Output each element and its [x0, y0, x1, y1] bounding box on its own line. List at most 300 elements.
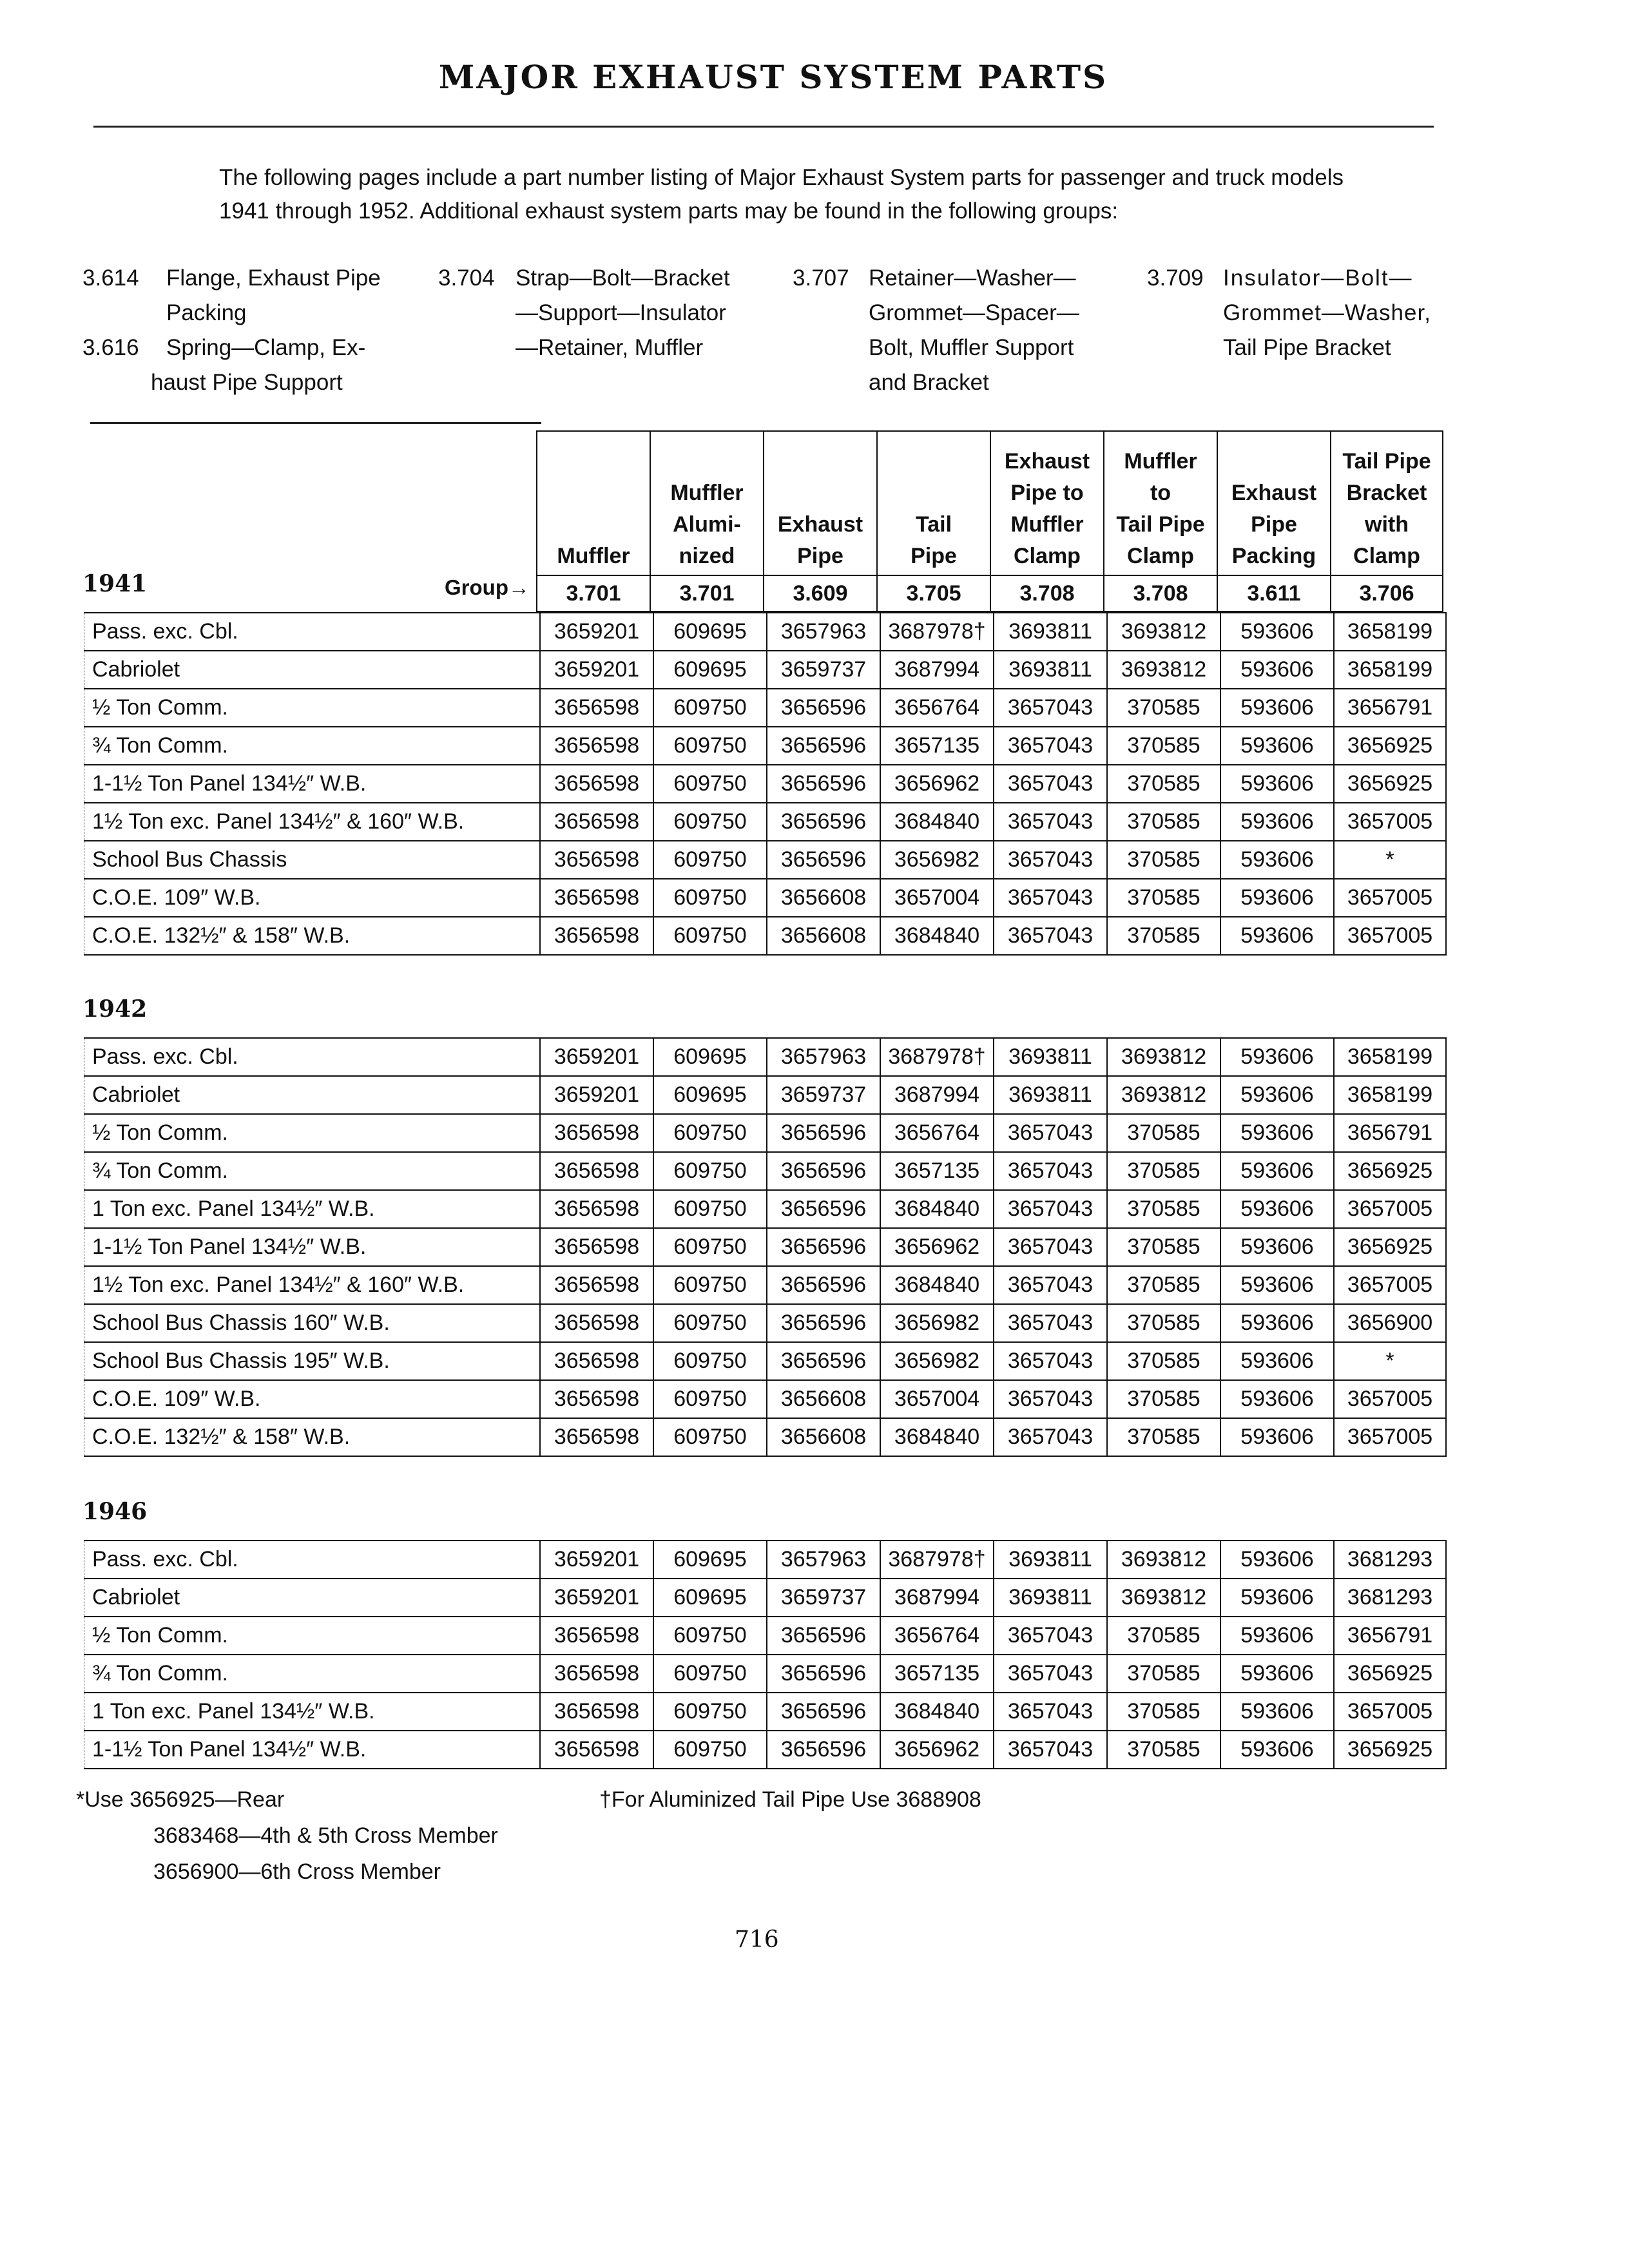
part-number-cell: 3656598 — [540, 1655, 653, 1693]
table-row — [84, 803, 1447, 841]
part-number-cell: 370585 — [1107, 1617, 1220, 1655]
part-number-cell: 370585 — [1107, 1304, 1220, 1342]
column-header-line: Exhaust — [777, 512, 863, 537]
part-number-cell: 3656596 — [767, 1304, 880, 1342]
part-number-cell: 3656598 — [540, 1342, 653, 1380]
group-desc-line: Retainer—Washer— — [869, 265, 1076, 291]
part-number-cell: 3657004 — [880, 879, 994, 917]
model-cell: Cabriolet — [84, 651, 541, 689]
part-number-cell: 3656608 — [767, 1380, 880, 1418]
table-row — [84, 1693, 1447, 1731]
part-number-cell: 3656596 — [767, 1655, 880, 1693]
table-row — [84, 1380, 1447, 1418]
table-row — [84, 1579, 1447, 1617]
part-number-cell: 3656596 — [767, 1190, 880, 1228]
part-number-cell: 3657043 — [994, 1342, 1107, 1380]
part-number-cell: 3657005 — [1334, 1380, 1446, 1418]
part-number-cell: 3656596 — [767, 1693, 880, 1731]
table-row — [84, 1655, 1447, 1693]
part-number-cell: 609750 — [653, 1418, 767, 1456]
column-header-line: Muffler — [1010, 512, 1084, 537]
part-number-cell: 593606 — [1220, 1266, 1334, 1304]
part-number-cell: 3657963 — [767, 1541, 880, 1579]
part-number-cell: 3687994 — [880, 651, 994, 689]
model-cell: Pass. exc. Cbl. — [84, 1038, 541, 1076]
part-number-cell: 370585 — [1107, 1418, 1220, 1456]
part-number-cell: 3657043 — [994, 1418, 1107, 1456]
part-number-cell: 3693811 — [994, 1076, 1107, 1114]
part-number-cell: 3657043 — [994, 917, 1107, 955]
footnote-star-line: 3683468—4th & 5th Cross Member — [153, 1823, 498, 1848]
part-number-cell: 3656764 — [880, 689, 994, 727]
part-number-cell: 370585 — [1107, 1693, 1220, 1731]
part-number-cell: 3658199 — [1334, 613, 1446, 651]
column-header-line: Pipe to — [1010, 481, 1084, 505]
part-number-cell: 370585 — [1107, 917, 1220, 955]
section-year-1941: 1941 — [82, 570, 148, 597]
part-number-cell: 609750 — [653, 1617, 767, 1655]
part-number-cell: 3657043 — [994, 1693, 1107, 1731]
table-row — [84, 1617, 1447, 1655]
group-code: 3.709 — [1147, 265, 1204, 291]
part-number-cell: 3656962 — [880, 1731, 994, 1769]
part-number-cell: 3656791 — [1334, 689, 1446, 727]
column-header — [650, 431, 764, 575]
table-row — [84, 841, 1447, 879]
group-code: 3.707 — [793, 265, 849, 291]
part-number-cell: 3656596 — [767, 1114, 880, 1152]
column-header-line: Muffler — [670, 481, 744, 505]
model-cell: Pass. exc. Cbl. — [84, 1541, 541, 1579]
group-code: 3.614 — [82, 265, 139, 291]
parts-table-1946 — [84, 1540, 1447, 1769]
group-desc-line: Bolt, Muffler Support — [869, 335, 1074, 360]
part-number-cell: 609695 — [653, 651, 767, 689]
column-header-line: Exhaust — [1004, 449, 1090, 474]
part-number-cell: 370585 — [1107, 1731, 1220, 1769]
part-number-cell: 609750 — [653, 727, 767, 765]
part-number-cell: 3657135 — [880, 727, 994, 765]
part-number-cell: 3657043 — [994, 1266, 1107, 1304]
model-cell: ¾ Ton Comm. — [84, 1152, 541, 1190]
part-number-cell: 3693812 — [1107, 1579, 1220, 1617]
model-cell: 1½ Ton exc. Panel 134½″ & 160″ W.B. — [84, 1266, 541, 1304]
part-number-cell: * — [1334, 1342, 1446, 1380]
part-number-cell: 593606 — [1220, 917, 1334, 955]
part-number-cell: 3656598 — [540, 1731, 653, 1769]
part-number-cell: 609750 — [653, 689, 767, 727]
part-number-cell: 593606 — [1220, 1038, 1334, 1076]
part-number-cell: 3658199 — [1334, 1076, 1446, 1114]
part-number-cell: 370585 — [1107, 727, 1220, 765]
column-header-line: Alumi- — [673, 512, 741, 537]
part-number-cell: 3656598 — [540, 1228, 653, 1266]
part-number-cell: 3687978† — [880, 613, 994, 651]
part-number-cell: 3659737 — [767, 1579, 880, 1617]
part-number-cell: 3693811 — [994, 651, 1107, 689]
page-number: 716 — [735, 1927, 779, 1953]
part-number-cell: 3656598 — [540, 1190, 653, 1228]
page-title: MAJOR EXHAUST SYSTEM PARTS — [438, 58, 1108, 96]
part-number-cell: 593606 — [1220, 1190, 1334, 1228]
column-header-line: Pipe — [911, 544, 957, 568]
model-cell: Pass. exc. Cbl. — [84, 613, 541, 651]
table-row — [84, 1541, 1447, 1579]
part-number-cell: 3657043 — [994, 1114, 1107, 1152]
part-number-cell: 609695 — [653, 1038, 767, 1076]
part-number-cell: 593606 — [1220, 1655, 1334, 1693]
part-number-cell: 370585 — [1107, 1190, 1220, 1228]
model-cell: ½ Ton Comm. — [84, 1617, 541, 1655]
part-number-cell: 3656596 — [767, 727, 880, 765]
table-row — [84, 1190, 1447, 1228]
part-number-cell: 609750 — [653, 841, 767, 879]
part-number-cell: 3656598 — [540, 1693, 653, 1731]
part-number-cell: 370585 — [1107, 1228, 1220, 1266]
part-number-cell: 3657135 — [880, 1655, 994, 1693]
table-row — [84, 1076, 1447, 1114]
group-desc-line: Flange, Exhaust Pipe — [166, 265, 381, 291]
part-number-cell: 370585 — [1107, 1342, 1220, 1380]
part-number-cell: 3656596 — [767, 689, 880, 727]
part-number-cell: 3658199 — [1334, 1038, 1446, 1076]
part-number-cell: 609750 — [653, 1114, 767, 1152]
part-number-cell: 3684840 — [880, 1190, 994, 1228]
part-number-cell: 609750 — [653, 1342, 767, 1380]
part-number-cell: 3656962 — [880, 765, 994, 803]
column-header-line: Pipe — [797, 544, 843, 568]
part-number-cell: 3657043 — [994, 841, 1107, 879]
part-number-cell: * — [1334, 841, 1446, 879]
part-number-cell: 593606 — [1220, 1304, 1334, 1342]
part-number-cell: 3681293 — [1334, 1541, 1446, 1579]
part-number-cell: 3687994 — [880, 1579, 994, 1617]
part-number-cell: 370585 — [1107, 879, 1220, 917]
column-header-line: Tail — [915, 512, 952, 537]
part-number-cell: 3656598 — [540, 1380, 653, 1418]
part-number-cell: 3656598 — [540, 879, 653, 917]
part-number-cell: 3656596 — [767, 803, 880, 841]
model-cell: 1-1½ Ton Panel 134½″ W.B. — [84, 765, 541, 803]
part-number-cell: 3657043 — [994, 1152, 1107, 1190]
part-number-cell: 3693811 — [994, 1541, 1107, 1579]
part-number-cell: 593606 — [1220, 1076, 1334, 1114]
column-header-table — [536, 430, 1443, 612]
part-number-cell: 3656925 — [1334, 765, 1446, 803]
part-number-cell: 593606 — [1220, 651, 1334, 689]
group-number-row — [537, 575, 1443, 611]
group-desc-line: and Bracket — [869, 370, 989, 395]
part-number-cell: 3659737 — [767, 1076, 880, 1114]
model-cell: C.O.E. 132½″ & 158″ W.B. — [84, 917, 541, 955]
part-number-cell: 3656925 — [1334, 1731, 1446, 1769]
part-number-cell: 370585 — [1107, 841, 1220, 879]
column-header-line: Bracket — [1346, 481, 1427, 505]
part-number-cell: 609695 — [653, 1076, 767, 1114]
model-cell: C.O.E. 132½″ & 158″ W.B. — [84, 1418, 541, 1456]
group-desc-line: —Support—Insulator — [516, 300, 726, 325]
part-number-cell: 3656598 — [540, 1152, 653, 1190]
part-number-cell: 3659737 — [767, 651, 880, 689]
table-row — [84, 1228, 1447, 1266]
part-number-cell: 3684840 — [880, 917, 994, 955]
column-header-line: Clamp — [1127, 544, 1194, 568]
part-number-cell: 3657963 — [767, 613, 880, 651]
table-row — [84, 765, 1447, 803]
table-row — [84, 1114, 1447, 1152]
part-number-cell: 3656764 — [880, 1617, 994, 1655]
model-cell: 1 Ton exc. Panel 134½″ W.B. — [84, 1693, 541, 1731]
part-number-cell: 593606 — [1220, 1152, 1334, 1190]
model-cell: 1½ Ton exc. Panel 134½″ & 160″ W.B. — [84, 803, 541, 841]
part-number-cell: 3656982 — [880, 1304, 994, 1342]
part-number-cell: 3657005 — [1334, 803, 1446, 841]
group-desc-line: Packing — [166, 300, 247, 325]
column-header — [990, 431, 1104, 575]
part-number-cell: 3659201 — [540, 1541, 653, 1579]
part-number-cell: 3656598 — [540, 1114, 653, 1152]
model-cell: ¾ Ton Comm. — [84, 1655, 541, 1693]
column-header — [1331, 431, 1443, 575]
part-number-cell: 3693812 — [1107, 1076, 1220, 1114]
table-row — [84, 1342, 1447, 1380]
part-number-cell: 3656925 — [1334, 1152, 1446, 1190]
part-number-cell: 609750 — [653, 917, 767, 955]
column-header — [1104, 431, 1217, 575]
section-year-1942: 1942 — [82, 995, 148, 1023]
group-code: 3.616 — [82, 335, 139, 360]
table-row — [84, 651, 1447, 689]
part-number-cell: 593606 — [1220, 1114, 1334, 1152]
part-number-cell: 3656925 — [1334, 1228, 1446, 1266]
group-desc-line: Strap—Bolt—Bracket — [516, 265, 730, 291]
part-number-cell: 3656598 — [540, 1617, 653, 1655]
part-number-cell: 593606 — [1220, 1342, 1334, 1380]
column-header-line: Packing — [1231, 544, 1316, 568]
model-cell: ¾ Ton Comm. — [84, 727, 541, 765]
group-code: 3.704 — [438, 265, 495, 291]
part-number-cell: 3656982 — [880, 841, 994, 879]
part-number-cell: 3656791 — [1334, 1617, 1446, 1655]
part-number-cell: 593606 — [1220, 689, 1334, 727]
part-number-cell: 3656596 — [767, 1228, 880, 1266]
part-number-cell: 3657005 — [1334, 1190, 1446, 1228]
column-header-line: Muffler — [557, 544, 630, 568]
part-number-cell: 609750 — [653, 1655, 767, 1693]
part-number-cell: 609750 — [653, 1152, 767, 1190]
parts-table-1942 — [84, 1037, 1447, 1457]
part-number-cell: 3657043 — [994, 1380, 1107, 1418]
part-number-cell: 370585 — [1107, 765, 1220, 803]
part-number-cell: 370585 — [1107, 803, 1220, 841]
column-group-number: 3.701 — [650, 575, 764, 611]
part-number-cell: 593606 — [1220, 613, 1334, 651]
table-row — [84, 1418, 1447, 1456]
group-desc-line: haust Pipe Support — [151, 370, 343, 395]
column-group-number: 3.706 — [1331, 575, 1443, 611]
part-number-cell: 3657135 — [880, 1152, 994, 1190]
part-number-cell: 370585 — [1107, 1114, 1220, 1152]
part-number-cell: 593606 — [1220, 1617, 1334, 1655]
part-number-cell: 593606 — [1220, 1579, 1334, 1617]
group-desc-line: Grommet—Washer, — [1223, 300, 1431, 325]
footnote-star-line: 3656900—6th Cross Member — [153, 1860, 441, 1884]
part-number-cell: 3684840 — [880, 803, 994, 841]
model-cell: 1-1½ Ton Panel 134½″ W.B. — [84, 1228, 541, 1266]
part-number-cell: 370585 — [1107, 1655, 1220, 1693]
part-number-cell: 3693811 — [994, 1579, 1107, 1617]
part-number-cell: 3659201 — [540, 1038, 653, 1076]
table-row — [84, 1266, 1447, 1304]
part-number-cell: 3656598 — [540, 803, 653, 841]
part-number-cell: 593606 — [1220, 1541, 1334, 1579]
part-number-cell: 3684840 — [880, 1693, 994, 1731]
part-number-cell: 609750 — [653, 803, 767, 841]
part-number-cell: 3687978† — [880, 1541, 994, 1579]
part-number-cell: 3684840 — [880, 1266, 994, 1304]
part-number-cell: 3656598 — [540, 1266, 653, 1304]
group-desc-line: Tail Pipe Bracket — [1223, 335, 1391, 360]
part-number-cell: 3656596 — [767, 841, 880, 879]
column-header-line: Pipe — [1251, 512, 1297, 537]
part-number-cell: 3657043 — [994, 689, 1107, 727]
model-cell: Cabriolet — [84, 1579, 541, 1617]
part-number-cell: 593606 — [1220, 879, 1334, 917]
footnote-dagger: †For Aluminized Tail Pipe Use 3688908 — [599, 1787, 981, 1812]
intro-paragraph: The following pages include a part number listing of Major Exhaust System parts for passenger and truck models 1941 through 1952. Additional exhaust system parts may be found in the following groups: — [219, 165, 1344, 224]
part-number-cell: 3658199 — [1334, 651, 1446, 689]
part-number-cell: 3656608 — [767, 879, 880, 917]
column-header-line: with — [1365, 512, 1409, 537]
column-header-line: Clamp — [1353, 544, 1420, 568]
part-number-cell: 609750 — [653, 1731, 767, 1769]
part-number-cell: 609750 — [653, 1304, 767, 1342]
model-cell: 1-1½ Ton Panel 134½″ W.B. — [84, 1731, 541, 1769]
part-number-cell: 3657043 — [994, 1228, 1107, 1266]
part-number-cell: 3681293 — [1334, 1579, 1446, 1617]
section-year-1946: 1946 — [82, 1498, 148, 1525]
column-header — [764, 431, 877, 575]
section-rule — [90, 422, 541, 424]
part-number-cell: 3656598 — [540, 841, 653, 879]
part-number-cell: 609750 — [653, 1266, 767, 1304]
parts-table-1941 — [84, 612, 1447, 956]
part-number-cell: 3656608 — [767, 1418, 880, 1456]
part-number-cell: 3656596 — [767, 1731, 880, 1769]
part-number-cell: 3657005 — [1334, 1693, 1446, 1731]
table-row — [84, 1038, 1447, 1076]
column-header-line: Muffler — [1124, 449, 1197, 474]
column-group-number: 3.701 — [537, 575, 650, 611]
part-number-cell: 3656962 — [880, 1228, 994, 1266]
part-number-cell: 3656596 — [767, 1266, 880, 1304]
part-number-cell: 3656925 — [1334, 727, 1446, 765]
part-number-cell: 3657005 — [1334, 1418, 1446, 1456]
part-number-cell: 3657005 — [1334, 879, 1446, 917]
footnote-star-line: *Use 3656925—Rear — [76, 1787, 285, 1812]
group-desc-line: Insulator—Bolt— — [1223, 265, 1413, 291]
column-header-line: Tail Pipe — [1116, 512, 1205, 537]
column-header — [537, 431, 650, 575]
part-number-cell: 593606 — [1220, 803, 1334, 841]
part-number-cell: 3656925 — [1334, 1655, 1446, 1693]
column-header-line: Clamp — [1014, 544, 1081, 568]
part-number-cell: 3657043 — [994, 803, 1107, 841]
model-cell: School Bus Chassis — [84, 841, 541, 879]
part-number-cell: 609750 — [653, 879, 767, 917]
part-number-cell: 609695 — [653, 1579, 767, 1617]
group-desc-line: Grommet—Spacer— — [869, 300, 1079, 325]
part-number-cell: 3656791 — [1334, 1114, 1446, 1152]
part-number-cell: 3693811 — [994, 1038, 1107, 1076]
part-number-cell: 3656598 — [540, 765, 653, 803]
part-number-cell: 593606 — [1220, 1731, 1334, 1769]
part-number-cell: 593606 — [1220, 841, 1334, 879]
part-number-cell: 609750 — [653, 1228, 767, 1266]
part-number-cell: 3657005 — [1334, 917, 1446, 955]
part-number-cell: 609750 — [653, 1380, 767, 1418]
model-cell: C.O.E. 109″ W.B. — [84, 879, 541, 917]
column-header — [1217, 431, 1331, 575]
part-number-cell: 3659201 — [540, 1579, 653, 1617]
part-number-cell: 609695 — [653, 613, 767, 651]
part-number-cell: 3693812 — [1107, 1038, 1220, 1076]
part-number-cell: 3657043 — [994, 1731, 1107, 1769]
part-number-cell: 3657043 — [994, 1655, 1107, 1693]
part-number-cell: 3656596 — [767, 765, 880, 803]
part-number-cell: 609750 — [653, 765, 767, 803]
table-row — [84, 1152, 1447, 1190]
model-cell: ½ Ton Comm. — [84, 689, 541, 727]
part-number-cell: 370585 — [1107, 689, 1220, 727]
column-group-number: 3.611 — [1217, 575, 1331, 611]
part-number-cell: 3656596 — [767, 1617, 880, 1655]
part-number-cell: 3693811 — [994, 613, 1107, 651]
part-number-cell: 593606 — [1220, 1228, 1334, 1266]
part-number-cell: 609750 — [653, 1693, 767, 1731]
part-number-cell: 3693812 — [1107, 613, 1220, 651]
group-desc-line: —Retainer, Muffler — [516, 335, 704, 360]
part-number-cell: 3659201 — [540, 613, 653, 651]
part-number-cell: 3657963 — [767, 1038, 880, 1076]
title-rule — [93, 126, 1434, 128]
model-cell: 1 Ton exc. Panel 134½″ W.B. — [84, 1190, 541, 1228]
column-header-line: nized — [679, 544, 735, 568]
part-number-cell: 3656900 — [1334, 1304, 1446, 1342]
part-number-cell: 609750 — [653, 1190, 767, 1228]
column-header-line: Exhaust — [1231, 481, 1317, 505]
table-row — [84, 917, 1447, 955]
part-number-cell: 3657043 — [994, 1304, 1107, 1342]
header-row — [537, 431, 1443, 575]
part-number-cell: 3657005 — [1334, 1266, 1446, 1304]
part-number-cell: 3656596 — [767, 1152, 880, 1190]
table-row — [84, 613, 1447, 651]
group-desc-line: Spring—Clamp, Ex- — [166, 335, 366, 360]
part-number-cell: 370585 — [1107, 1152, 1220, 1190]
part-number-cell: 3684840 — [880, 1418, 994, 1456]
part-number-cell: 3693812 — [1107, 1541, 1220, 1579]
part-number-cell: 3657043 — [994, 1190, 1107, 1228]
part-number-cell: 593606 — [1220, 765, 1334, 803]
part-number-cell: 593606 — [1220, 1380, 1334, 1418]
column-header-line: to — [1150, 481, 1171, 505]
part-number-cell: 3656598 — [540, 1304, 653, 1342]
part-number-cell: 593606 — [1220, 1418, 1334, 1456]
part-number-cell: 3657043 — [994, 765, 1107, 803]
part-number-cell: 370585 — [1107, 1380, 1220, 1418]
model-cell: Cabriolet — [84, 1076, 541, 1114]
